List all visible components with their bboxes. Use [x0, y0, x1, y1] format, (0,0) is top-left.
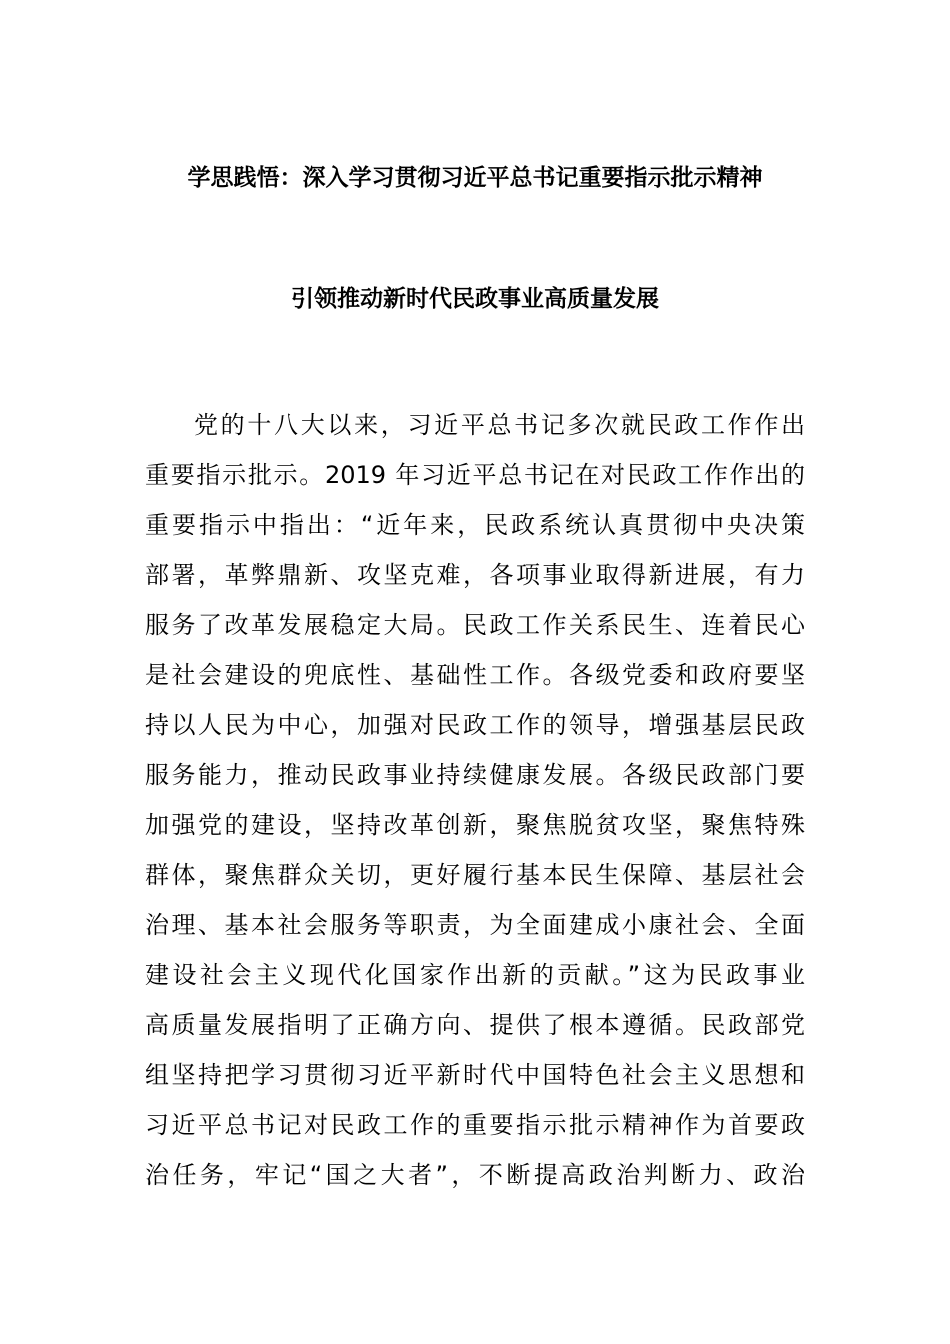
body-paragraph — [145, 400, 805, 1200]
body-line: 持以人民为中心，加强对民政工作的领导，增强基层民政 — [145, 711, 805, 739]
body-line: 服务了改革发展稳定大局。民政工作关系民生、连着民心 — [145, 611, 805, 639]
body-line: 建设社会主义现代化国家作出新的贡献。”这为民政事业 — [145, 961, 805, 989]
body-line: 重要指示中指出：“近年来，民政系统认真贯彻中央决策 — [145, 511, 805, 539]
body-line: 组坚持把学习贯彻习近平新时代中国特色社会主义思想和 — [145, 1061, 805, 1089]
body-line: 治理、基本社会服务等职责，为全面建成小康社会、全面 — [145, 911, 805, 939]
document-title-line-1: 学思践悟：深入学习贯彻习近平总书记重要指示批示精神 — [187, 165, 763, 191]
body-line: 群体，聚焦群众关切，更好履行基本民生保障、基层社会 — [145, 861, 805, 889]
body-line: 服务能力，推动民政事业持续健康发展。各级民政部门要 — [145, 761, 805, 789]
body-line: 加强党的建设，坚持改革创新，聚焦脱贫攻坚，聚焦特殊 — [145, 811, 805, 839]
body-line: 治任务，牢记“国之大者”，不断提高政治判断力、政治 — [145, 1161, 805, 1189]
body-line: 部署，革弊鼎新、攻坚克难，各项事业取得新进展，有力 — [145, 561, 805, 589]
body-line: 是社会建设的兜底性、基础性工作。各级党委和政府要坚 — [145, 661, 805, 689]
document-title-line-2: 引领推动新时代民政事业高质量发展 — [291, 286, 659, 312]
body-line: 重要指示批示。2019 年习近平总书记在对民政工作作出的 — [145, 461, 805, 489]
body-line: 习近平总书记对民政工作的重要指示批示精神作为首要政 — [145, 1111, 805, 1139]
body-line: 高质量发展指明了正确方向、提供了根本遵循。民政部党 — [145, 1011, 805, 1039]
body-line: 党的十八大以来，习近平总书记多次就民政工作作出 — [194, 411, 805, 439]
